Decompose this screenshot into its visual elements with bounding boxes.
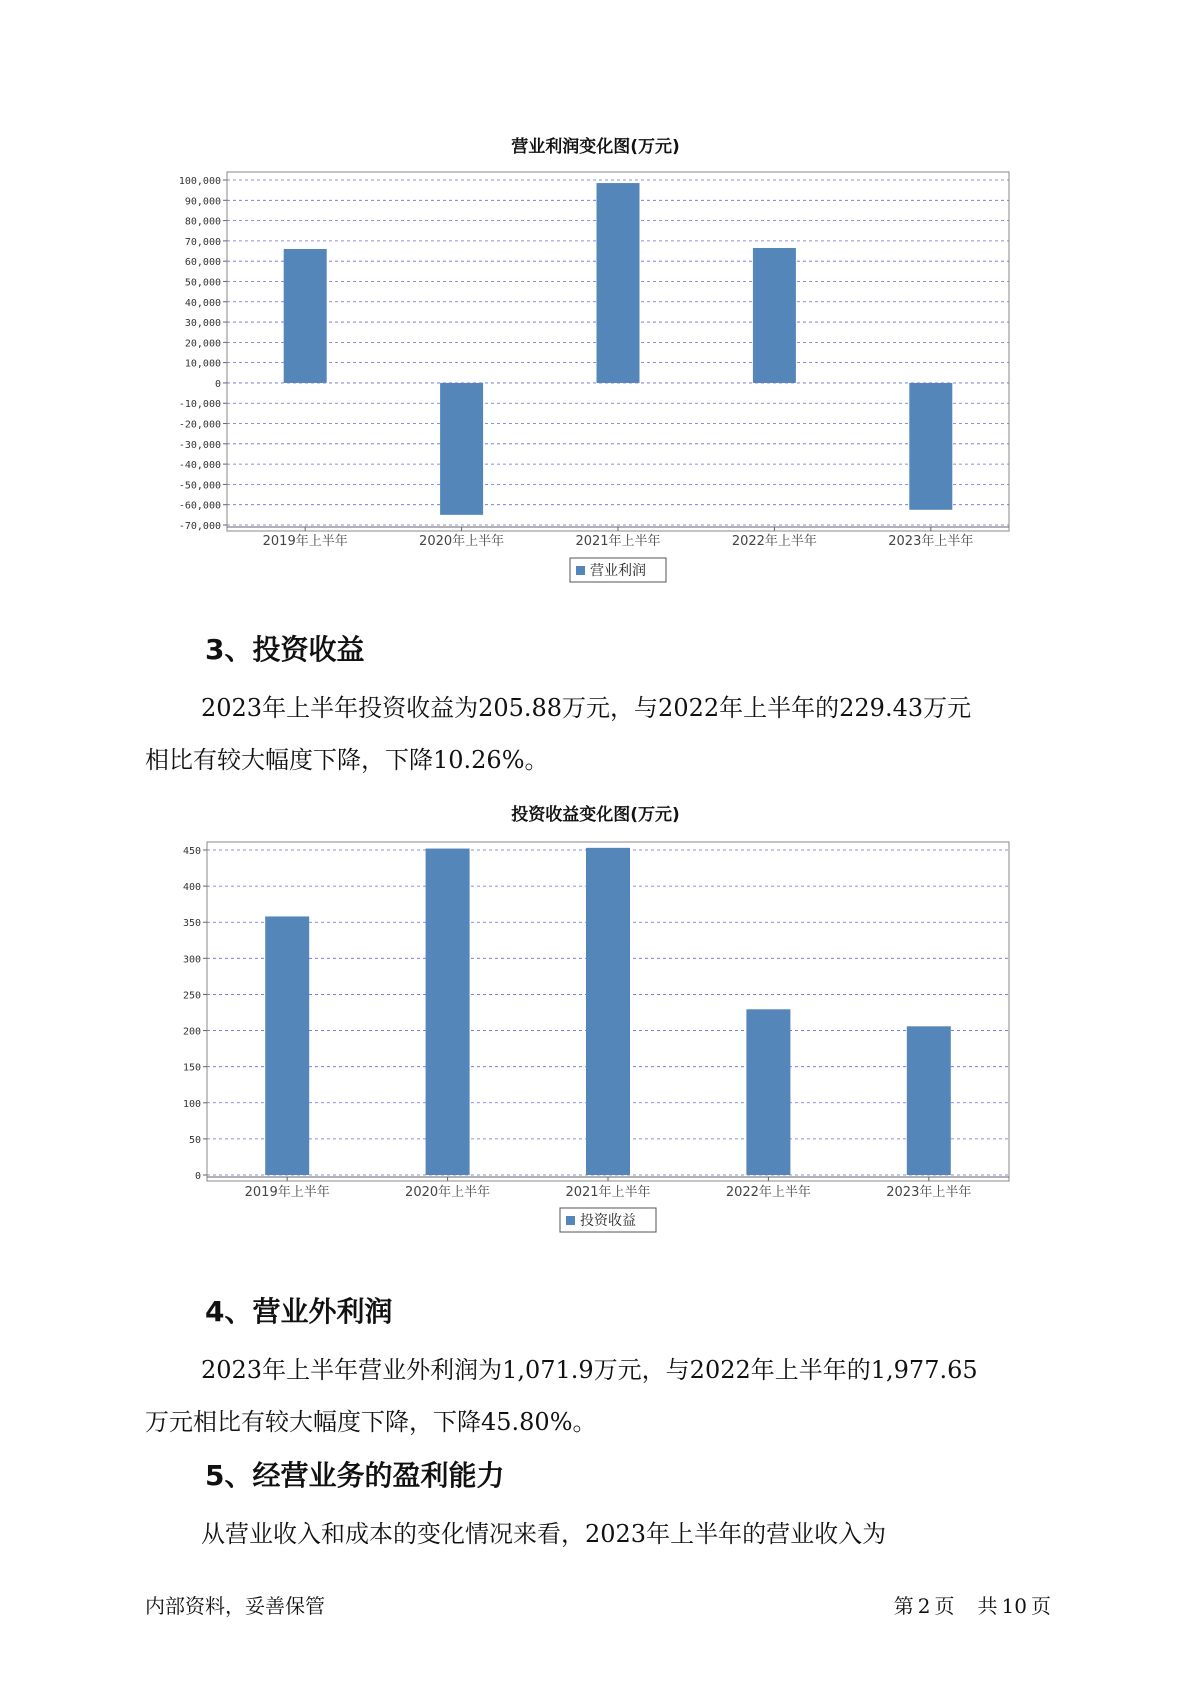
y-tick-label: -60,000 [178, 500, 221, 512]
operating-profit-chart [0, 170, 1191, 590]
y-tick-label: -30,000 [178, 439, 221, 451]
investment-income-chart [0, 840, 1191, 1250]
bar-5 [907, 1026, 951, 1175]
y-tick-label: 100 [182, 1098, 201, 1110]
page-number: 2 [917, 1594, 931, 1618]
bar-5 [909, 383, 952, 510]
x-tick-label: 2023年上半年 [888, 534, 974, 549]
y-tick-label: 100,000 [178, 176, 221, 187]
y-tick-label: 200 [182, 1026, 201, 1038]
bar-2 [426, 849, 470, 1175]
x-tick-label: 2020年上半年 [405, 1185, 491, 1200]
y-tick-label: 400 [182, 882, 201, 894]
bar-4 [746, 1009, 790, 1175]
legend-swatch [566, 1216, 575, 1225]
legend [570, 558, 666, 582]
y-tick-label: 30,000 [184, 318, 221, 330]
paragraph-line: 从营业收入和成本的变化情况来看，2023年上半年的营业收入为 [201, 1520, 887, 1548]
bar-3 [597, 183, 640, 383]
x-tick-label: 2020年上半年 [419, 534, 505, 549]
x-tick-label: 2022年上半年 [731, 534, 817, 549]
paragraph-line: 2023年上半年营业外利润为1,071.9万元，与2022年上半年的1,977.65 [201, 1356, 978, 1384]
paragraph-line: 万元相比有较大幅度下降，下降45.80%。 [145, 1408, 597, 1436]
chart-title-operating-profit: 营业利润变化图(万元) [511, 137, 680, 157]
chart-title-investment-income: 投资收益变化图(万元) [511, 805, 680, 825]
x-tick-label: 2021年上半年 [575, 534, 661, 549]
total-suffix: 页 [1031, 1594, 1051, 1618]
bar-4 [753, 248, 796, 383]
y-tick-label: 300 [182, 954, 201, 966]
x-tick-label: 2019年上半年 [262, 534, 348, 549]
y-tick-label: 20,000 [184, 338, 221, 350]
paragraph-line: 相比有较大幅度下降，下降10.26%。 [145, 746, 549, 774]
y-tick-label: 80,000 [184, 216, 221, 228]
paragraph-non-operating-profit [145, 1344, 1075, 1448]
y-tick-label: 90,000 [184, 196, 221, 208]
y-tick-label: 0 [194, 1171, 201, 1182]
legend-label: 营业利润 [590, 563, 646, 579]
y-tick-label: 70,000 [184, 236, 221, 248]
y-tick-label: 0 [214, 378, 221, 390]
bar-2 [440, 383, 483, 515]
y-tick-label: -40,000 [178, 460, 221, 472]
x-tick-label: 2019年上半年 [244, 1185, 330, 1200]
page-prefix: 第 [893, 1594, 914, 1618]
section-heading-non-operating-profit: 4、营业外利润 [205, 1295, 393, 1328]
page-suffix: 页 [934, 1594, 955, 1618]
bar-3 [586, 848, 630, 1175]
y-tick-label: -10,000 [178, 399, 221, 411]
section-heading-profitability: 5、经营业务的盈利能力 [205, 1459, 505, 1492]
footer-confidential-note: 内部资料，妥善保管 [145, 1594, 325, 1618]
legend-label: 投资收益 [580, 1213, 636, 1229]
section-heading-investment-income: 3、投资收益 [205, 633, 365, 666]
y-tick-label: 40,000 [184, 297, 221, 309]
y-tick-label: 50,000 [184, 277, 221, 289]
paragraph-profitability [145, 1508, 1075, 1560]
y-tick-label: 10,000 [184, 358, 221, 370]
y-tick-label: 50 [188, 1134, 201, 1146]
y-tick-label: 250 [182, 990, 201, 1002]
y-tick-label: 150 [182, 1062, 201, 1074]
total-pages: 10 [1001, 1594, 1027, 1618]
footer-page-info [890, 1590, 1051, 1619]
legend-swatch [576, 566, 585, 575]
y-tick-label: -70,000 [178, 521, 221, 532]
y-tick-label: -50,000 [178, 480, 221, 492]
total-prefix: 共 [977, 1594, 998, 1618]
y-tick-label: 450 [182, 846, 201, 857]
x-tick-label: 2023年上半年 [886, 1185, 972, 1200]
paragraph-line: 2023年上半年投资收益为205.88万元，与2022年上半年的229.43万元 [201, 694, 972, 722]
x-tick-label: 2021年上半年 [565, 1185, 651, 1200]
legend [560, 1208, 656, 1232]
y-tick-label: 350 [182, 918, 201, 930]
y-tick-label: -20,000 [178, 419, 221, 431]
bar-1 [284, 249, 327, 383]
paragraph-investment-income [145, 682, 1075, 786]
bar-1 [265, 916, 309, 1175]
y-tick-label: 60,000 [184, 257, 221, 269]
x-tick-label: 2022年上半年 [725, 1185, 811, 1200]
